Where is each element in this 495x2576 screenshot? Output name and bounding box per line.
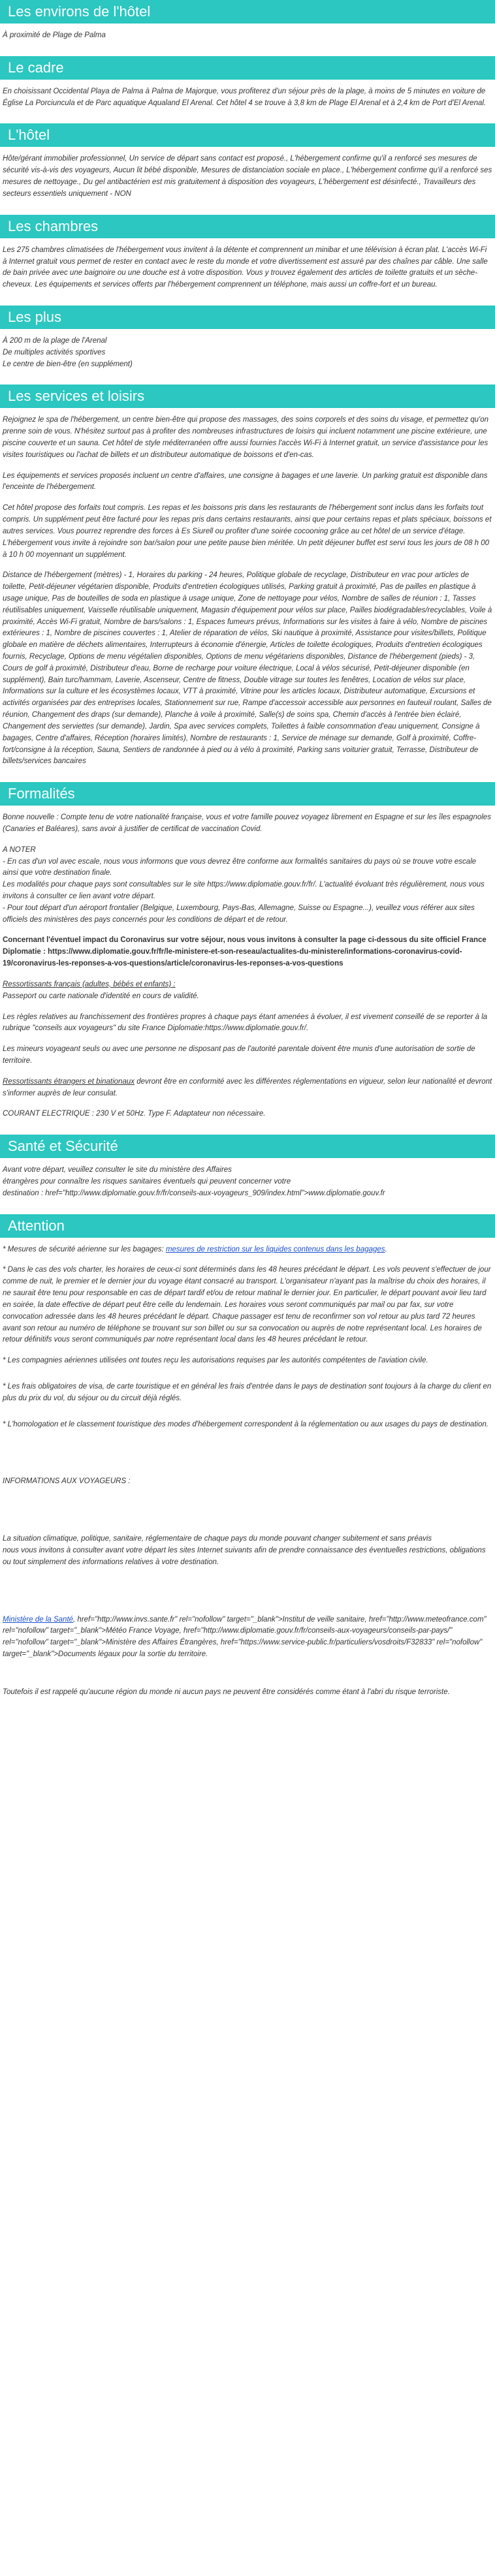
travelers-links (3, 1614, 492, 1661)
section-cadre (0, 56, 495, 110)
foreign-nationals-text: devront être en conformité avec les différentes réglementations en vigueur, selon leur nationalité et devront s'informer auprès de leur consulat. (3, 1077, 492, 1097)
section-plus (0, 306, 495, 370)
spacer (3, 1578, 492, 1614)
ministry-health-link[interactable]: Ministère de la Santé (3, 1615, 74, 1624)
attention-fees: * Les frais obligatoires de visa, de carte touristique et en général les frais d'entrée dans le pays de destination sont toujours à la charge du client en plus du prix du vol, du séjour ou du circuit déjà réglés. (3, 1382, 492, 1402)
nota-line: Les modalités pour chaque pays sont consultables sur le site https://www.diplomatie.gouv.fr/fr/. L'actualité évoluant très régulièrement, nous vous invitons à consulter ce lien avant votre départ. (3, 881, 485, 900)
spacer (3, 1670, 492, 1687)
spacer (3, 1414, 492, 1419)
section-header-cadre: Le cadre (0, 56, 495, 80)
section-body-services (0, 415, 495, 768)
sante-line: Avant votre départ, veuillez consulter le site du ministère des Affaires (3, 1166, 232, 1174)
border-rules: Les règles relatives au franchissement des frontières propres à chaque pays étant amenées à évoluer, il est vivement conseillé de se reporter à la rubrique "conseils aux voyageurs" du site France Diplomatie:https://www.diplomatie.gouv.fr/. (3, 1013, 488, 1033)
plus-item: À 200 m de la plage de l'Arenal (3, 336, 107, 345)
hotel-text: Hôte/gérant immobilier professionnel, Un service de départ sans contact est proposé., L'hébergement confirme qu'il a renforcé ses mesures de sécurité vis-à-vis des voyageurs, Aucun lit bébé disponible, Mesures de distanciation sociale en place., L'hébergement confirme qu'il a renforcé ses mesures de nettoyage., Du gel antibactérien est mis gratuitement à disposition des voyageurs, L'hébergement est désinfecté., Travailleurs des secteurs essentiels uniquement - NON (3, 155, 492, 198)
formalites-nota (3, 845, 492, 926)
section-header-environs: Les environs de l'hôtel (0, 0, 495, 24)
environs-text: À proximité de Plage de Palma (3, 31, 106, 39)
french-nationals-title: Ressortissants français (adultes, bébés et enfants) : (3, 980, 176, 988)
electric-info: COURANT ELECTRIQUE : 230 V et 50Hz. Type F. Adaptateur non nécessaire. (3, 1110, 266, 1118)
formalites-intro: Bonne nouvelle : Compte tenu de votre nationalité française, vous et votre famille pouvez voyagez librement en Espagne et sur les îles espagnoles (Canaries et Baléares), sans avoir à justifier de certificat de vaccination Covid. (3, 813, 491, 833)
section-body-chambres (0, 245, 495, 291)
section-sante (0, 1135, 495, 1199)
section-body-attention (0, 1244, 495, 1699)
terrorism-notice: Toutefois il est rappelé qu'aucune région du monde ni aucun pays ne peuvent être considérés comme étant à l'abri du risque terroriste. (3, 1688, 450, 1696)
attention-measures (3, 1244, 492, 1256)
plus-item: Le centre de bien-être (en supplément) (3, 360, 133, 368)
section-header-hotel: L'hôtel (0, 123, 495, 147)
section-hotel (0, 123, 495, 200)
section-attention (0, 1214, 495, 1699)
section-body-plus (0, 336, 495, 370)
travelers-links-rest: , href="http://www.invs.sante.fr" rel="nofollow" target="_blank">Institut de veille sanitaire, href="http://www.meteofrance.com" rel="nofollow" target="_blank">Météo France Voyage, href="http://www.diplomatie.gouv.fr/fr/conseils-aux-voyageurs/conseils-par-pays/" rel="nofollow" target="_blank">Ministère des Affaires Étrangères, href="https://www.service-public.fr/particuliers/vosdroits/F32833" rel="nofollow" target="_blank">Documents légaux pour la sortie du territoire. (3, 1615, 487, 1659)
situation-line: nous vous invitons à consulter avant votre départ les sites Internet suivants afin de prendre connaissance des éventuelles restrictions, obligations ou tout simplement des informations relatives à votre destination. (3, 1547, 486, 1566)
section-header-sante: Santé et Sécurité (0, 1135, 495, 1158)
section-header-attention: Attention (0, 1214, 495, 1238)
section-body-sante (0, 1165, 495, 1199)
services-paragraph: Rejoignez le spa de l'hébergement, un centre bien-être qui propose des massages, des soins corporels et des soins du visage, et permettez qu'on prenne soin de vous. N'hésitez surtout pas à profiter des nombreuses infrastructures de loisirs qui incluent notamment une piscine extérieure, une piscine couverte et un sauna. Cet hôtel de style méditerranéen offre aussi fournies l'accès Wi-Fi à Internet gratuit, un service d'assistance pour les visites touristiques ou l'achat de billets et un distributeur automatique de boissons et d'en-cas. (3, 416, 489, 459)
plus-list (3, 336, 492, 370)
travelers-situation (3, 1533, 492, 1568)
section-body-formalites (0, 812, 495, 1120)
nota-line: - En cas d'un vol avec escale, nous vous informons que vous devrez être conforme aux formalités sanitaires du pays où se trouve votre escale ainsi que votre destination finale. (3, 857, 477, 877)
attention-airlines: * Les compagnies aériennes utilisées ont toutes reçu les autorisations requises par les autorités compétentes de l'aviation civile. (3, 1357, 428, 1365)
minors-notice: Les mineurs voyageant seuls ou avec une personne ne disposant pas de l'autorité parentale doivent être munis d'une autorisation de sortie de territoire. (3, 1045, 475, 1065)
spacer (3, 1376, 492, 1381)
sante-text (3, 1165, 492, 1199)
covid-notice: Concernant l'éventuel impact du Coronavirus sur votre séjour, nous vous invitons à consulter la page ci-dessous du site officiel France Diplomatie : https://www.diplomatie.gouv.fr/fr/le-ministere-et-son-reseau/actualites-du-ministere/informations-coronavirus-covid-19/coronavirus-les-reponses-a-vos-questions/article/coronavirus-les-reponses-a-vos-questions (3, 936, 487, 968)
attention-classification: * L'homologation et le classement touristique des modes d'hébergement correspondent à la réglementation ou aux usages du pays de destination. (3, 1420, 489, 1428)
section-header-formalites: Formalités (0, 782, 495, 806)
section-body-cadre (0, 86, 495, 110)
section-formalites (0, 782, 495, 1120)
nota-line: - Pour tout départ d'un aéroport frontalier (Belgique, Luxembourg, Pays-Bas, Allemagne, Suisse ou Espagne...), veuillez vous référer aux sites officiels des ministères des pays concernés pour les conditions de départ et de retour. (3, 903, 475, 924)
travelers-info-title: INFORMATIONS AUX VOYAGEURS : (3, 1477, 131, 1486)
situation-line: La situation climatique, politique, sanitaire, réglementaire de chaque pays du monde pouvant changer subitement et sans préavis (3, 1535, 432, 1543)
attention-charter: * Dans le cas des vols charter, les horaires de ceux-ci sont déterminés dans les 48 heures précédant le départ. Les vols peuvent s'effectuer de jour comme de nuit, le premier et le dernier jour du voyage étant consacré au transport. L'organisateur n'ayant pas la maîtrise du choix des horaires, il ne saurait être tenu pour responsable en cas de départ tardif et/ou de retour matinal le dernier jour. En particulier, le départ pouvant avoir lieu tard en soirée, la date effective de départ peut être celle du lendemain. Les horaires vous seront communiqués par mail ou par fax, sur votre convocation adressée dans les 48 heures précédant le départ. Chaque passager est tenu de reconfirmer son vol retour au plus tard 72 heures avant son retour au numéro de téléphone se trouvant sur son billet ou sur sa convocation ou auprès de notre représentant local. Les horaires de retour définitifs vous seront communiqués par notre représentant local dans les 48 heures précédant le retour. (3, 1266, 491, 1344)
chambres-text: Les 275 chambres climatisées de l'hébergement vous invitent à la détente et comprennent un minibar et une télévision à écran plat. L'accès Wi-Fi à Internet gratuit vous permet de rester en contact avec le reste du monde et votre divertissement est assuré par des chaînes par câble. Une salle de bain privée avec une baignoire ou une douche est à votre disposition. Vous y trouvez également des articles de toilette gratuits et un sèche-cheveux. Les équipements et services offerts par l'hébergement comprennent un téléphone, mais aussi un coffre-fort et un bureau. (3, 245, 488, 289)
spacer (3, 1439, 492, 1476)
sante-line: destination : href="http://www.diplomatie.gouv.fr/fr/conseils-aux-voyageurs_909/index.html">www.diplomatie.gouv.fr (3, 1189, 385, 1197)
section-chambres (0, 215, 495, 291)
section-body-environs (0, 30, 495, 42)
liquids-restriction-link[interactable]: mesures de restriction sur les liquides contenus dans les bagages (165, 1245, 385, 1253)
services-paragraph: Cet hôtel propose des forfaits tout compris. Les repas et les boissons pris dans les restaurants de l'hébergement sont inclus dans les forfaits tout compris. Un supplément peut être facturé pour les repas pris dans certains restaurants, ainsi que pour certains repas et plats spéciaux, boissons et autres services. Vous pourrez reprendre des forces à Es Siurell ou profiter d'une soirée cocooning grâce au cet hôtel de un service d'étage. L'hébergement vous invite à rejoindre son bar/salon pour une petite pause bien méritée. Un petit déjeuner buffet est servi tous les jours de 08 h 00 à 10 h 00 moyennant un supplément. (3, 504, 492, 559)
measures-suffix: . (385, 1245, 387, 1253)
section-body-hotel (0, 153, 495, 200)
services-amenities-list: Distance de l'hébergement (mètres) - 1, Horaires du parking - 24 heures, Politique globale de recyclage, Distributeur en vrac pour articles de toilette, Petit-déjeuner végétarien disponible, Produits d'entretien écologiques utilisés, Parking gratuit à proximité, Pas de pailles en plastique à usage unique, Pas de bouteilles de soda en plastique à usage unique, Zone de nettoyage pour vélos, Nombre de salles de réunion : 1, Tasses réutilisables uniquement, Vaisselle réutilisable uniquement, Magasin d'équipement pour vélos sur place, Pailles biodégradables/recyclables, Voile à proximité, Accès Wi-Fi gratuit, Nombre de bars/salons : 1, Espaces fumeurs prévus, Informations sur les visites à faire à vélo, Nombre de piscines extérieures : 1, Nombre de piscines couvertes : 1, Atelier de réparation de vélos, Ski nautique à proximité, Assistance pour visites/billets, Politique globale en matière de déchets alimentaires, Interrupteurs à économie d'énergie, Articles de toilette écologiques, Produits d'entretien écologiques fournis, Recyclage, Options de menu végétalien disponibles, Options de menu végétariens disponibles, Distance de l'hébergement (pieds) - 3, Cours de golf à proximité, Distributeur d'eau, Borne de recharge pour voiture électrique, Local à vélos sécurisé, Petit-déjeuner disponible (en supplément), Bain turc/hammam, Laverie, Ascenseur, Centre de fitness, Double vitrage sur toutes les fenêtres, Location de vélos sur place, Informations sur la culture et les écosystèmes locaux, VTT à proximité, Vitrine pour les articles locaux, Distributeur automatique, Excursions et activités organisées par des entreprises locales, Stationnement sur rue, Rampe d'accessoir accessible aux personnes en fauteuil roulant, Salles de réunion, Changement des draps (sur demande), Planche à voile à proximité, Salle(s) de soins spa, Chemin d'accès à l'entrée bien éclairé, Changement des serviettes (sur demande), Jardin, Spa avec services complets, Toilettes à faible consommation d'eau uniquement, Consigne à bagages, Centre d'affaires, Réception (horaires limités), Nombre de restaurants : 1, Service de ménage sur demande, Golf à proximité, Coffre-fort/consigne à la réception, Sauna, Sentiers de randonnée à pied ou à vélo à proximité, Parking sans voiturier gratuit, Terrasse, Distributeur de billets/services bancaires (3, 571, 492, 766)
cadre-text: En choisissant Occidental Playa de Palma à Palma de Majorque, vous profiterez d'un séjour près de la plage, à moins de 5 minutes en voiture de Église La Porciuncula et de Parc aquatique Aqualand El Arenal. Cet hôtel 4 se trouve à 3,8 km de Plage El Arenal et à 2,4 km de Port d'El Arenal. (3, 87, 487, 107)
section-environs (0, 0, 495, 42)
section-header-chambres: Les chambres (0, 215, 495, 238)
section-header-services: Les services et loisirs (0, 385, 495, 408)
section-services (0, 385, 495, 768)
french-nationals-text: Passeport ou carte nationale d'identité en cours de validité. (3, 992, 199, 1000)
sante-line: étrangères pour connaître les risques sanitaires éventuels qui peuvent concerner votre (3, 1178, 291, 1186)
measures-prefix: * Mesures de sécurité aérienne sur les bagages: (3, 1245, 166, 1253)
plus-item: De multiples activités sportives (3, 348, 106, 356)
foreign-nationals (3, 1076, 492, 1100)
nota-title: A NOTER (3, 845, 36, 854)
spacer (3, 1497, 492, 1533)
french-nationals (3, 979, 492, 1003)
section-header-plus: Les plus (0, 306, 495, 329)
foreign-nationals-title: Ressortissants étrangers et binationaux (3, 1077, 135, 1086)
services-paragraph: Les équipements et services proposés incluent un centre d'affaires, une consigne à bagages et une laverie. Un parking gratuit est disponible dans l'enceinte de l'hébergement. (3, 471, 488, 492)
